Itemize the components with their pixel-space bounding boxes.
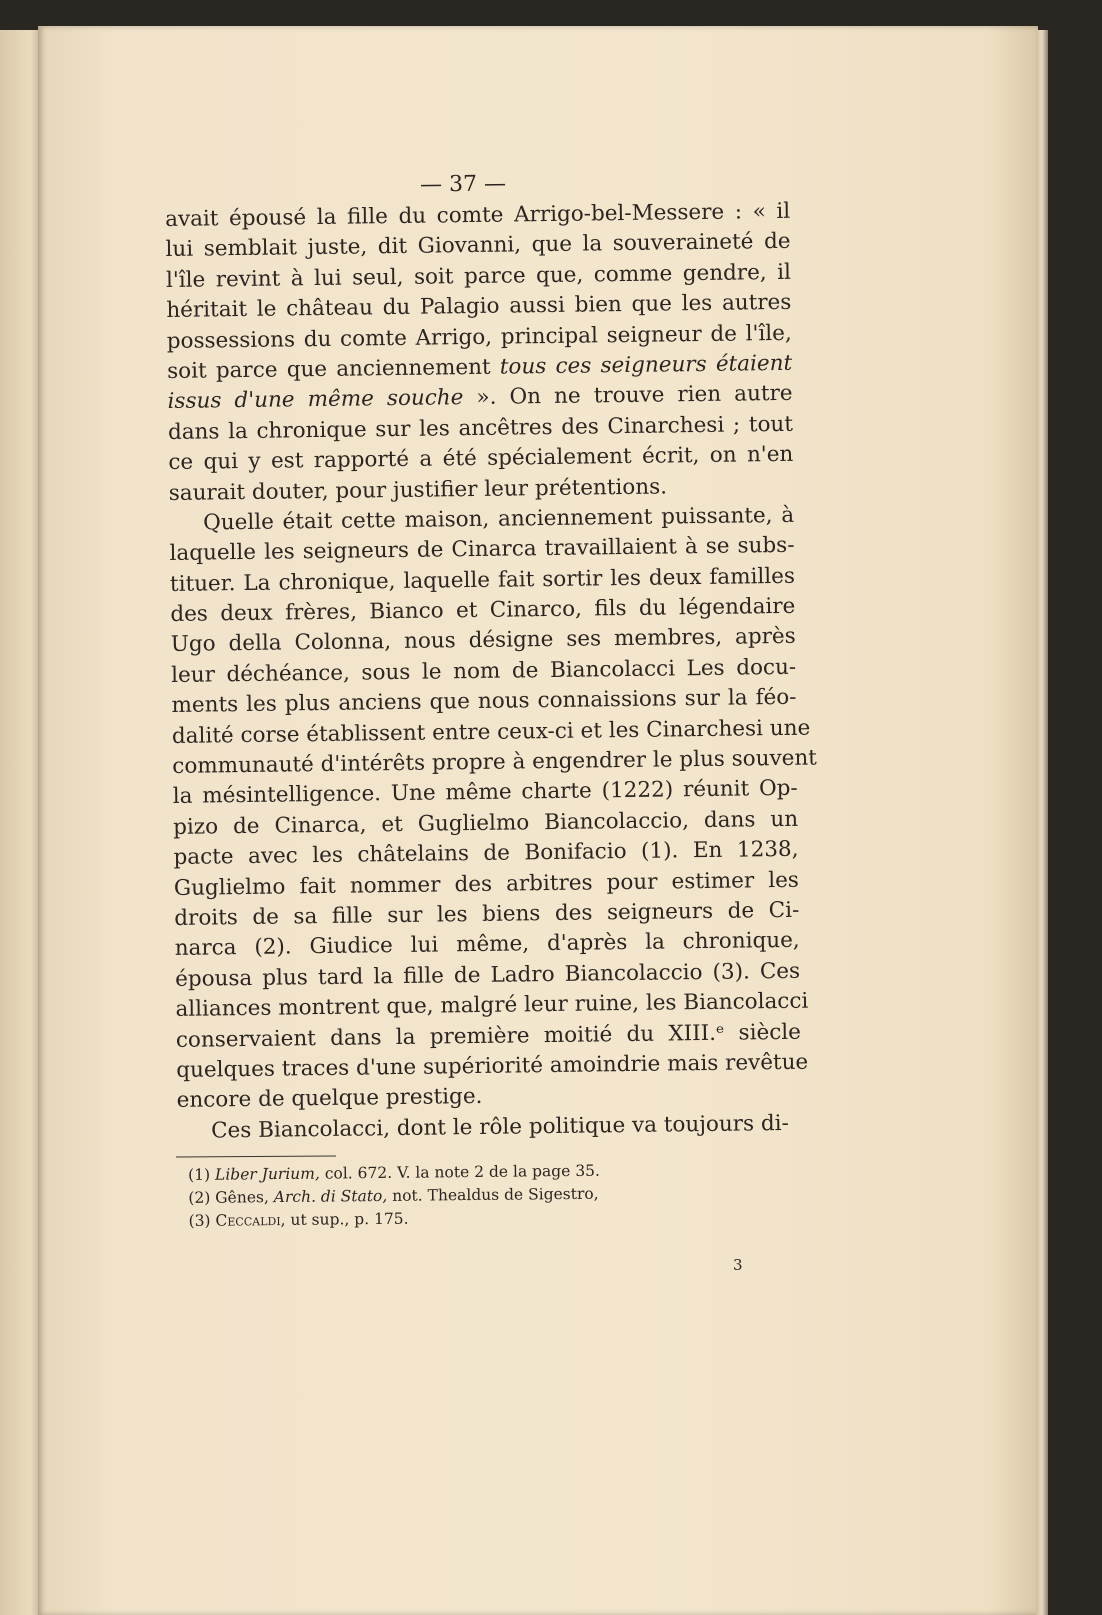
footnote-line <box>188 1183 600 1210</box>
text-segment: (1) <box>188 1165 216 1184</box>
text-segment: , ut sup., p. 175. <box>280 1209 409 1230</box>
page-edge-right <box>1036 30 1048 1615</box>
text-segment: dalité corse établissent entre ceux-ci et les Cinarchesi une <box>171 715 811 749</box>
text-segment: (3) <box>188 1211 216 1230</box>
text-segment: saurait douter, pour justifier leur prétentions. <box>168 473 668 506</box>
text-segment: lui semblait juste, dit Giovanni, que la souveraineté de <box>165 229 791 263</box>
text-segment: quelques traces d'une supériorité amoindrie mais revêtue <box>176 1049 809 1083</box>
text-segment: droits de sa fille sur les biens des seigneurs de Ci- <box>174 897 800 931</box>
text-segment: communauté d'intérêts propre à engendrer le plus souvent <box>172 745 818 779</box>
text-segment: épousa plus tard la fille de Ladro Biancolaccio (3). Ces <box>174 958 801 992</box>
signature-mark: 3 <box>733 1256 743 1274</box>
text-segment: ments les plus anciens que nous connaissions sur la féo- <box>171 685 797 719</box>
text-segment: ». On ne trouve rien autre <box>463 381 793 411</box>
text-segment: possessions du comte Arrigo, principal seigneur de l'île, <box>166 320 792 354</box>
text-segment: Guglielmo fait nommer des arbitres pour estimer les <box>173 867 800 901</box>
italic-text: Arch. di Stato, <box>273 1186 388 1207</box>
text-segment: Ceccaldi <box>215 1211 281 1230</box>
italic-text: issus d'une même souche <box>167 385 464 415</box>
text-segment: pacte avec les châtelains de Bonifacio (1). En 1238, <box>173 836 799 871</box>
text-segment: Ces Biancolacci, dont le rôle politique va toujours di- <box>210 1110 789 1144</box>
text-segment: dans la chronique sur les ancêtres des Cinarchesi ; tout <box>167 411 794 445</box>
text-segment: Ugo della Colonna, nous désigne ses membres, après <box>170 624 796 658</box>
text-segment: tituer. La chronique, laquelle fait sortir les deux familles <box>169 563 796 597</box>
text-segment: l'île revint à lui seul, soit parce que, comme gendre, il <box>165 259 792 293</box>
text-segment: leur déchéance, sous le nom de Biancolacci Les docu- <box>170 654 797 688</box>
text-segment: ce qui y est rapporté a été spécialement écrit, on n'en <box>168 441 794 476</box>
page-number: — 37 — <box>419 171 507 198</box>
text-segment: not. Thealdus de Sigestro, <box>387 1184 599 1205</box>
text-segment: col. 672. V. la note 2 de la page 35. <box>319 1161 601 1183</box>
text-segment: narca (2). Giudice lui même, d'après la chronique, <box>174 928 800 962</box>
text-segment: laquelle les seigneurs de Cinarca travaillaient à se subs- <box>169 533 795 567</box>
footnotes <box>188 1160 601 1233</box>
italic-text: tous ces seigneurs étaient <box>499 350 793 380</box>
body-text <box>165 197 818 1147</box>
text-segment: héritait le château du Palagio aussi bien que les autres <box>166 289 792 324</box>
text-segment: pizo de Cinarca, et Guglielmo Biancolaccio, dans un <box>172 806 799 840</box>
text-segment: encore de quelque prestige. <box>176 1084 483 1114</box>
text-segment: des deux frères, Bianco et Cinarco, fils du légendaire <box>170 593 796 628</box>
italic-text: Liber Jurium, <box>214 1164 320 1184</box>
footnote-line <box>188 1206 600 1233</box>
text-segment: la mésintelligence. Une même charte (1222) réunit Op- <box>172 776 798 810</box>
text-segment: conservaient dans la première moitié du XIII.ᵉ siècle <box>175 1019 802 1053</box>
text-segment: Quelle était cette maison, anciennement puissante, à <box>203 502 795 536</box>
text-segment: (2) Gênes, <box>188 1188 274 1207</box>
text-segment: soit parce que anciennement <box>167 354 500 384</box>
text-segment: avait épousé la fille du comte Arrigo-bel-Messere : « il <box>165 198 791 232</box>
text-segment: alliances montrent que, malgré leur ruine, les Biancolacci <box>175 988 809 1023</box>
